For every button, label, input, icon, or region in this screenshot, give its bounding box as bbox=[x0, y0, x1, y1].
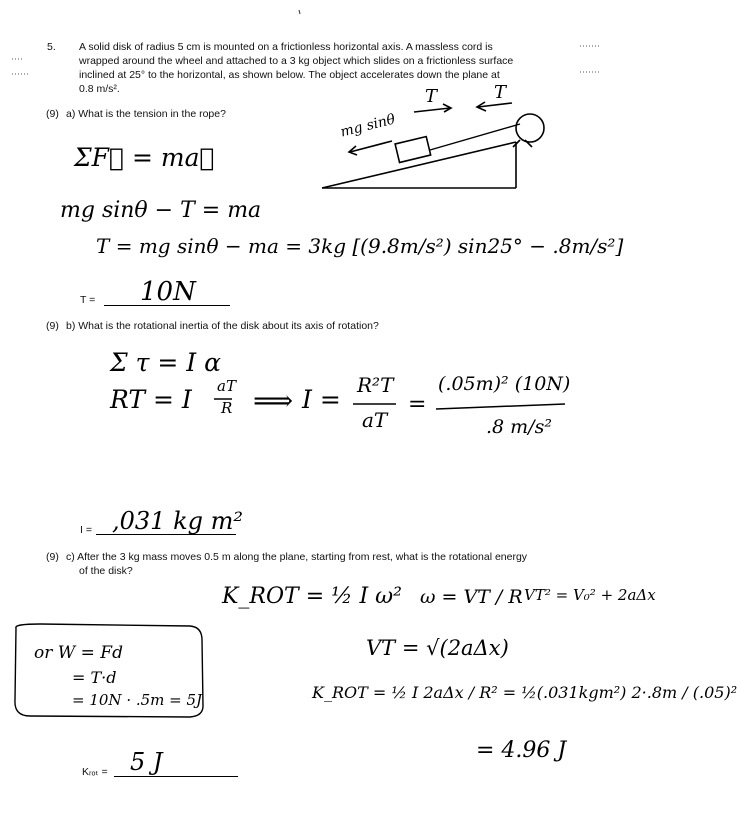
work-c-krot-expanded: K_ROT = ½ I 2aΔx / R² = ½(.031kgm²) 2·.8m / (.05)² bbox=[312, 683, 737, 702]
diagram-tension-label-2: T bbox=[494, 82, 507, 103]
part-b-points: (9) bbox=[46, 320, 59, 332]
intro-line-3: inclined at 25° to the horizontal, as shown below. The object accelerates down the plane at bbox=[79, 69, 500, 81]
intro-line-4: 0.8 m/s². bbox=[79, 83, 120, 95]
work-b-line-2b: I = bbox=[302, 385, 341, 414]
part-c-answer-label: Kᵣₒₜ = bbox=[82, 766, 108, 778]
part-a-question: a) What is the tension in the rope? bbox=[66, 108, 226, 120]
work-b-frac3-den: .8 m/s² bbox=[486, 416, 552, 438]
work-b-line-1: Σ τ = I α bbox=[110, 348, 221, 377]
work-b-line-2a: RT = I bbox=[110, 385, 192, 414]
part-c-question-line-2: of the disk? bbox=[79, 565, 133, 577]
part-c-answer-blank bbox=[114, 776, 238, 777]
work-a-line-2: mg sinθ − T = ma bbox=[60, 198, 262, 223]
intro-line-1: A solid disk of radius 5 cm is mounted on a frictionless horizontal axis. A massless cord is bbox=[79, 41, 493, 53]
part-b-answer-label: I = bbox=[80, 524, 92, 536]
part-c-points: (9) bbox=[46, 551, 59, 563]
diagram-force-label: mg sinθ bbox=[338, 111, 397, 141]
alt-work-line-1: or W = Fd bbox=[34, 643, 123, 663]
work-b-frac3-num: (.05m)² (10N) bbox=[438, 373, 571, 395]
work-c-vt-squared: VT² = V₀² + 2aΔx bbox=[524, 586, 656, 604]
part-c-answer: 5 J bbox=[130, 748, 163, 776]
part-a-points: (9) bbox=[46, 108, 59, 120]
work-c-vt: VT = √(2aΔx) bbox=[366, 636, 509, 660]
work-b-frac2-den: aT bbox=[362, 408, 388, 432]
diagram-tension-label-1: T bbox=[425, 86, 438, 107]
alt-work-line-2: = T·d bbox=[72, 668, 117, 687]
part-b-question: b) What is the rotational inertia of the disk about its axis of rotation? bbox=[66, 320, 379, 332]
work-b-frac1-num: aT bbox=[217, 377, 236, 395]
alt-work-line-3: = 10N · .5m = 5J bbox=[72, 691, 203, 709]
work-b-implies-arrow: ⟹ bbox=[253, 384, 294, 417]
work-a-line-3: T = mg sinθ − ma = 3kg [(9.8m/s²) sin25° − .8m/s²] bbox=[96, 234, 624, 258]
work-c-result: = 4.96 J bbox=[476, 738, 567, 763]
part-c-question-line-1: c) After the 3 kg mass moves 0.5 m along the plane, starting from rest, what is the rotational energy bbox=[66, 551, 528, 563]
work-c-omega: ω = VT / R bbox=[420, 586, 523, 608]
work-a-line-1: ΣF⃗ = ma⃗ bbox=[74, 143, 215, 172]
work-b-equals: = bbox=[408, 392, 427, 417]
intro-line-2: wrapped around the wheel and attached to a 3 kg object which slides on a frictionless surface bbox=[79, 55, 514, 67]
part-a-answer-label: T = bbox=[80, 294, 96, 306]
part-b-answer: ,031 kg m² bbox=[112, 507, 243, 535]
work-c-krot: K_ROT = ½ I ω² bbox=[222, 584, 402, 609]
part-a-answer: 10N bbox=[140, 277, 196, 307]
work-b-frac2-num: R²T bbox=[357, 373, 394, 397]
work-b-frac1-den: R bbox=[221, 399, 233, 417]
problem-number: 5. bbox=[47, 41, 56, 53]
